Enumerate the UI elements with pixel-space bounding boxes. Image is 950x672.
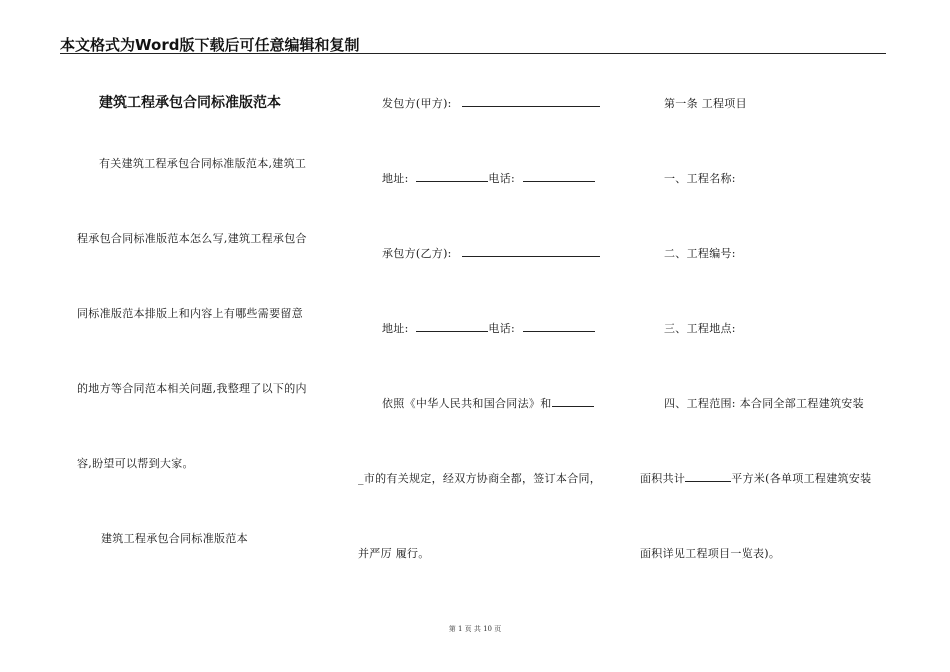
article-1-heading: 第一条 工程项目 bbox=[664, 97, 747, 110]
area-end: 面积详见工程项目一览表)。 bbox=[640, 547, 781, 560]
phone-blank-1 bbox=[523, 170, 595, 182]
area-blank bbox=[685, 470, 731, 482]
party-b-line bbox=[382, 245, 600, 261]
basis-end: 并严厉 履行。 bbox=[358, 547, 430, 560]
address-blank-2 bbox=[416, 320, 488, 332]
area-line bbox=[640, 470, 871, 486]
party-b-label: 承包方(乙方): bbox=[382, 247, 452, 260]
project-name-item: 一、工程名称: bbox=[664, 172, 736, 185]
address-label-1: 地址: bbox=[382, 172, 409, 185]
party-a-line bbox=[382, 95, 600, 111]
intro-line-5: 容,盼望可以帮到大家。 bbox=[77, 457, 194, 470]
address-line-2 bbox=[382, 320, 595, 336]
party-a-label: 发包方(甲方): bbox=[382, 97, 452, 110]
party-a-blank bbox=[462, 95, 600, 107]
page-footer: 第 1 页 共 10 页 bbox=[448, 625, 502, 633]
basis-continuation: _市的有关规定，经双方协商全都，签订本合同， bbox=[358, 472, 602, 485]
basis-blank bbox=[552, 395, 594, 407]
phone-label-2: 电话: bbox=[488, 322, 516, 335]
address-line-1 bbox=[382, 170, 595, 186]
project-scope-item: 四、工程范围: 本合同全部工程建筑安装 bbox=[664, 397, 864, 410]
address-blank-1 bbox=[416, 170, 488, 182]
basis-text: 依照《中华人民共和国合同法》和 bbox=[382, 397, 552, 410]
section-subtitle: 建筑工程承包合同标准版范本 bbox=[101, 532, 248, 545]
basis-line bbox=[382, 395, 594, 411]
document-title: 建筑工程承包合同标准版范本 bbox=[99, 95, 281, 111]
header-divider bbox=[60, 53, 886, 54]
area-prefix: 面积共计 bbox=[640, 472, 686, 485]
area-suffix: 平方米(各单项工程建筑安装 bbox=[731, 472, 872, 485]
intro-line-3: 同标准版范本排版上和内容上有哪些需要留意 bbox=[77, 307, 303, 320]
project-number-item: 二、工程编号: bbox=[664, 247, 736, 260]
intro-line-4: 的地方等合同范本相关问题,我整理了以下的内 bbox=[77, 382, 307, 395]
phone-label-1: 电话: bbox=[488, 172, 516, 185]
phone-blank-2 bbox=[523, 320, 595, 332]
intro-line-2: 程承包合同标准版范本怎么写,建筑工程承包合 bbox=[77, 232, 307, 245]
intro-line-1: 有关建筑工程承包合同标准版范本,建筑工 bbox=[99, 157, 307, 170]
address-label-2: 地址: bbox=[382, 322, 409, 335]
party-b-blank bbox=[462, 245, 600, 257]
document-header: 本文格式为Word版下载后可任意编辑和复制 bbox=[60, 36, 360, 54]
project-location-item: 三、工程地点: bbox=[664, 322, 736, 335]
